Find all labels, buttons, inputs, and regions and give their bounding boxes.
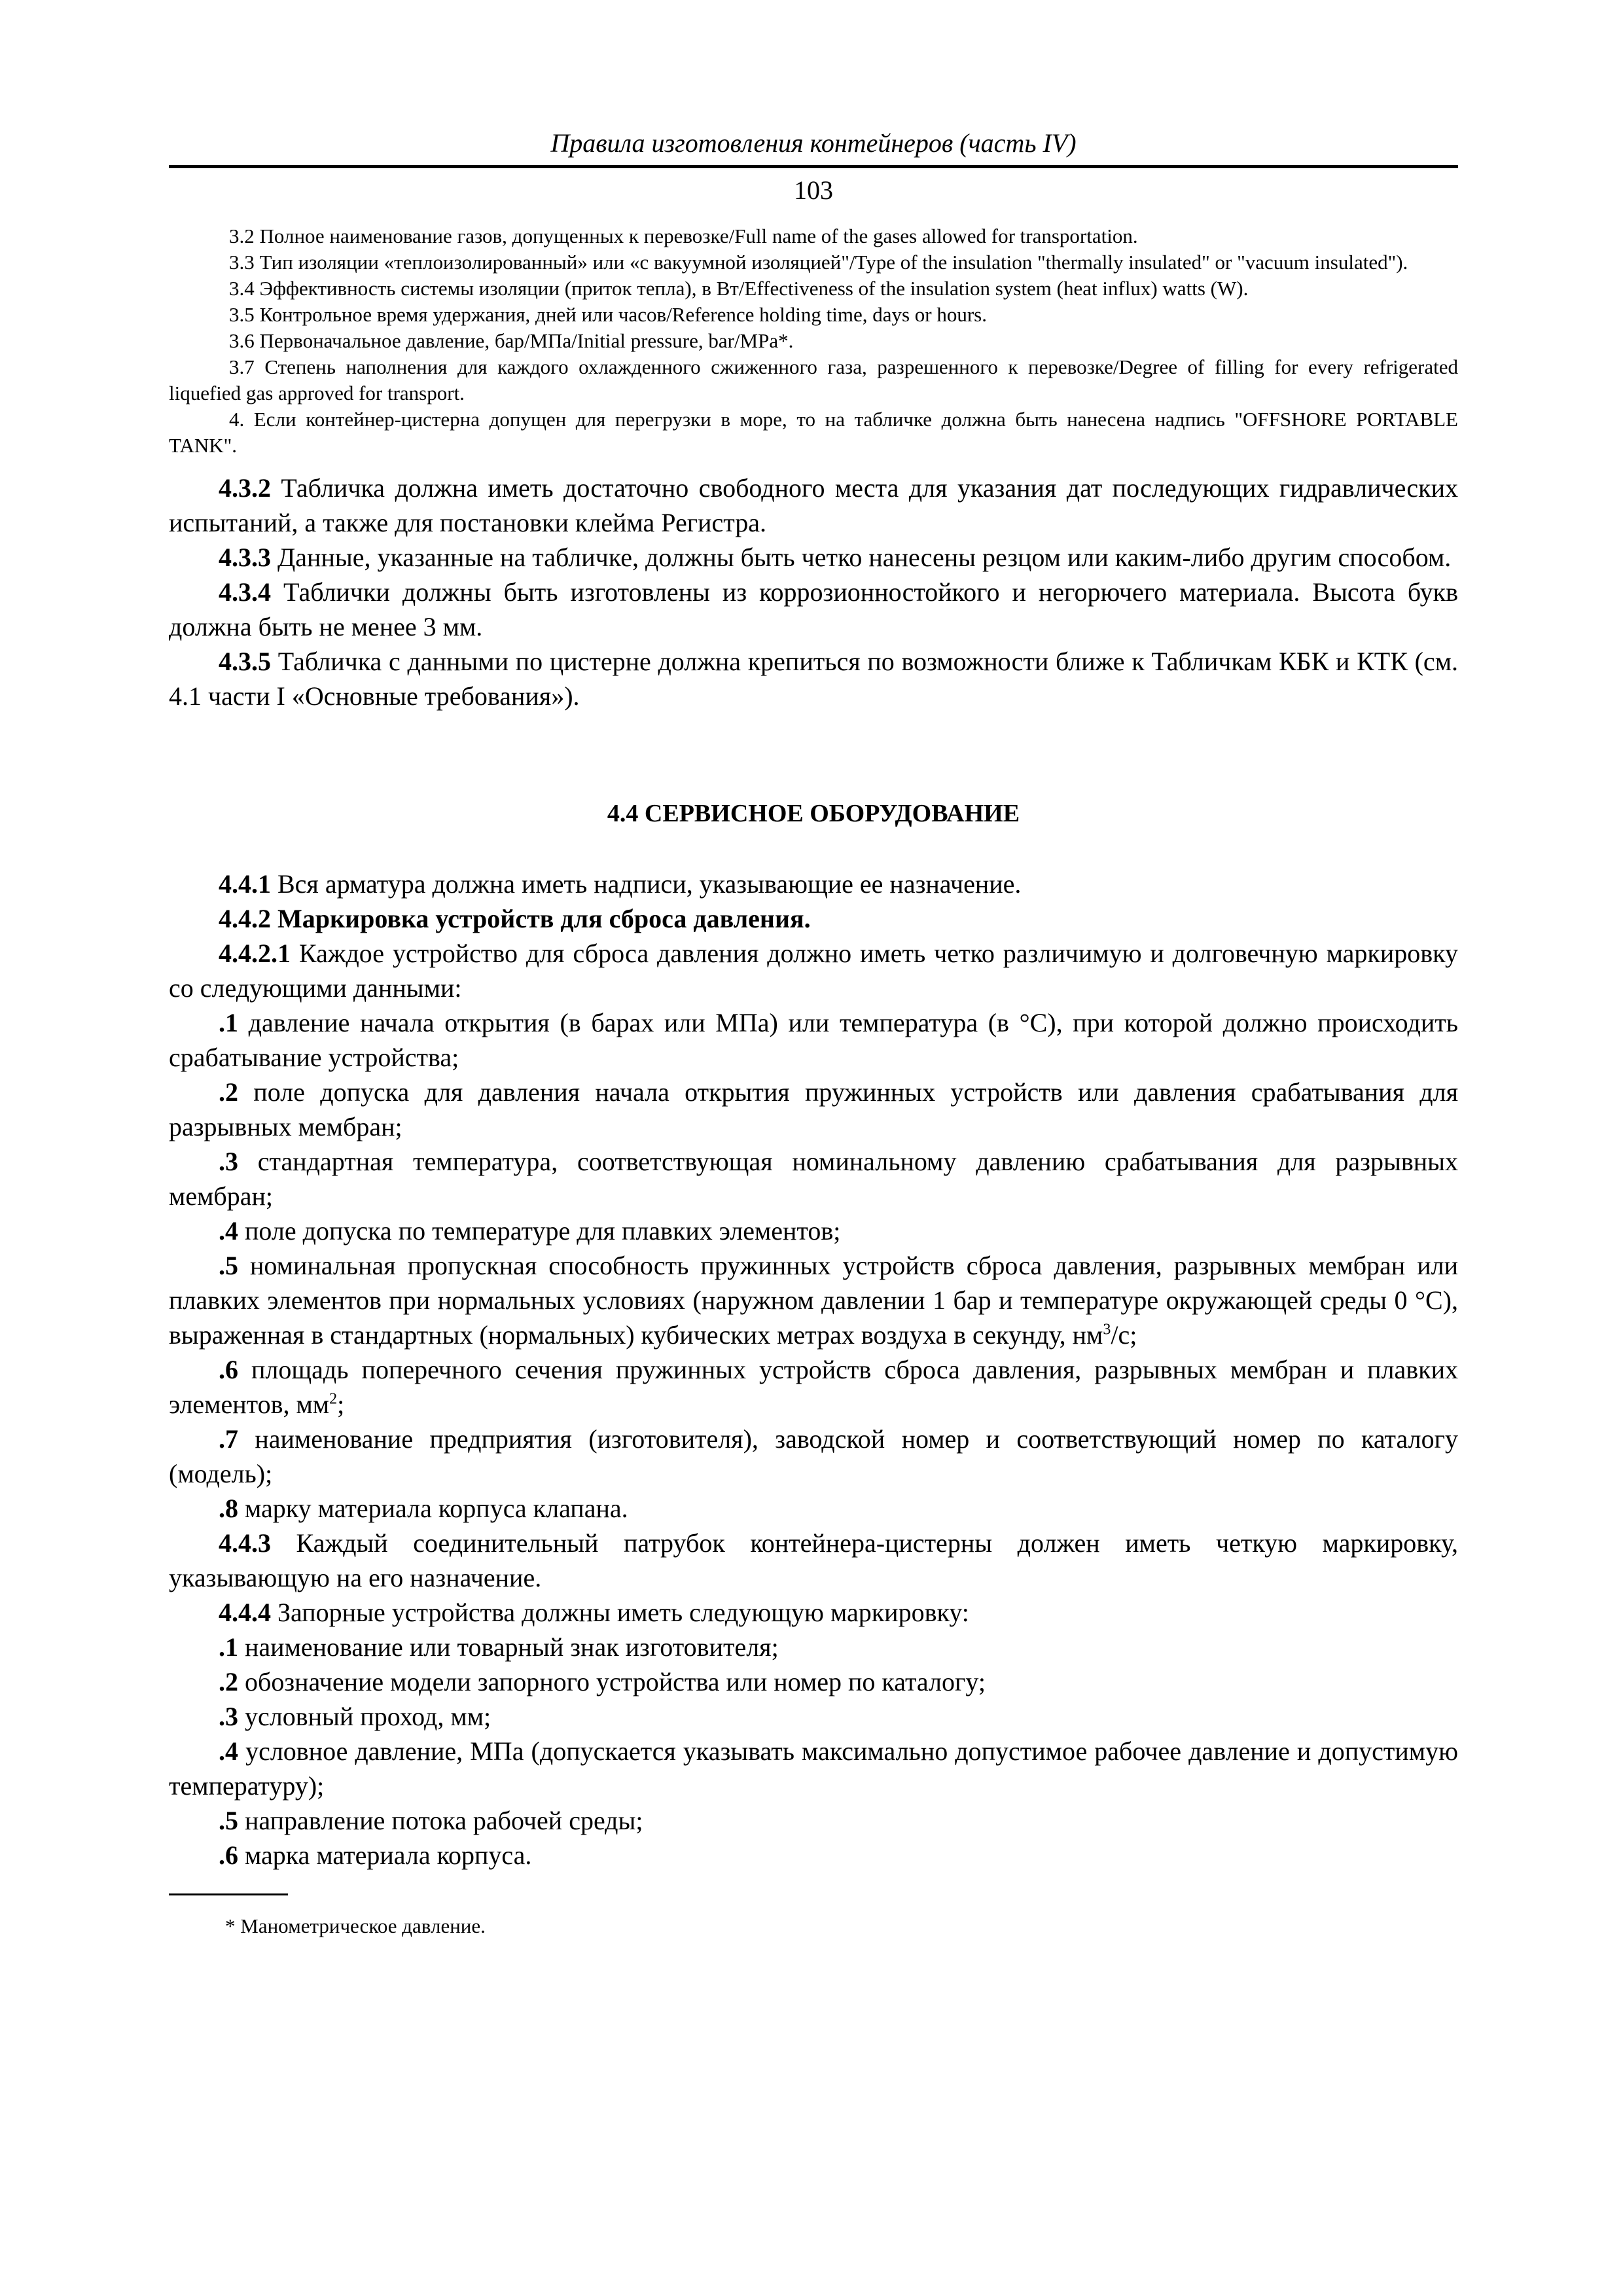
list-item: .2 обозначение модели запорного устройства или номер по каталогу; [219, 1667, 986, 1696]
list-item: .3 условный проход, мм; [219, 1702, 491, 1731]
list-item: .4 условное давление, МПа (допускается указывать максимально допустимое рабочее давление и допустимую температуру); [169, 1736, 1458, 1801]
list-item: 3.6 Первоначальное давление, бар/МПа/Initial pressure, bar/MPa*. [229, 329, 794, 352]
paragraph-4-3-4: 4.3.4 Таблички должны быть изготовлены из коррозионностойкого и негорючего материала. Высота букв должна быть не менее 3 мм. [169, 577, 1458, 641]
running-title: Правила изготовления контейнеров (часть IV) [550, 128, 1077, 158]
paragraph-4-4-1: 4.4.1 Вся арматура должна иметь надписи, указывающие ее назначение. [219, 869, 1022, 899]
paragraph-4-4-3: 4.4.3 Каждый соединительный патрубок контейнера-цистерны должен иметь четкую маркировку, указывающую на его назначение. [169, 1528, 1458, 1592]
clause-number: 4.3.5 [219, 647, 271, 676]
list-item: 3.5 Контрольное время удержания, дней или часов/Reference holding time, days or hours. [229, 303, 987, 326]
footnote-rule [169, 1893, 288, 1895]
list-item: .7 наименование предприятия (изготовителя), заводской номер и соответствующий номер по каталогу (модель); [169, 1424, 1458, 1488]
plate-data-list [169, 223, 1458, 459]
section-title-4-4: 4.4 СЕРВИСНОЕ ОБОРУДОВАНИЕ [607, 800, 1020, 827]
paragraph-4-4-2: 4.4.2 Маркировка устройств для сброса давления. [219, 904, 811, 933]
list-item: 3.3 Тип изоляции «теплоизолированный» или «с вакуумной изоляцией"/Type of the insulation "thermally insulated" or "vacuum insulated"). [229, 251, 1408, 274]
list-item: 3.4 Эффективность системы изоляции (приток тепла), в Вт/Effectiveness of the insulation system (heat influx) watts (W). [229, 277, 1249, 300]
list-item: .3 стандартная температура, соответствующая номинальному давлению срабатывания для разрывных мембран; [169, 1147, 1458, 1211]
clause-number: 4.3.2 [219, 473, 271, 503]
section-4-3-body [169, 471, 1458, 713]
header-rule [169, 165, 1458, 168]
paragraph-4-3-2: 4.3.2 Табличка должна иметь достаточно свободного места для указания дат последующих гидравлических испытаний, а также для постановки клейма Регистра. [169, 473, 1458, 537]
document-page [169, 124, 1458, 1940]
page-number: 103 [794, 175, 833, 205]
list-item: 3.7 Степень наполнения для каждого охлажденного сжиженного газа, разрешенного к перевозке/Degree of filling for every refrigerated liquefied gas approved for transport. [169, 355, 1458, 404]
paragraph-4-3-3: 4.3.3 Данные, указанные на табличке, должны быть четко нанесены резцом или каким-либо другим способом. [219, 543, 1452, 572]
list-item: .5 направление потока рабочей среды; [219, 1806, 643, 1835]
list-item: .2 поле допуска для давления начала открытия пружинных устройств или давления срабатывания для разрывных мембран; [169, 1077, 1458, 1141]
paragraph-4-4-2-1: 4.4.2.1 Каждое устройство для сброса давления должно иметь четко различимую и долговечную маркировку со следующими данными: [169, 939, 1458, 1003]
clause-number: 4.3.4 [219, 577, 271, 607]
list-item: .4 поле допуска по температуре для плавких элементов; [219, 1216, 841, 1246]
list-item: .6 марка материала корпуса. [219, 1840, 532, 1870]
paragraph-4-4-4: 4.4.4 Запорные устройства должны иметь следующую маркировку: [219, 1598, 969, 1627]
list-item: 3.2 Полное наименование газов, допущенных к перевозке/Full name of the gases allowed for transportation. [229, 224, 1138, 247]
paragraph-4-3-5: 4.3.5 Табличка с данными по цистерне должна крепиться по возможности ближе к Табличкам КБК и КТК (см. 4.1 части I «Основные требования»). [169, 647, 1458, 711]
list-item: .5 номинальная пропускная способность пружинных устройств сброса давления, разрывных мембран или плавких элементов при нормальных условиях (наружном давлении 1 бар и температуре окружающей среды 0 °С), выраженная в стандартных (нормальных) кубических метрах воздуха в секунду, $нм^3/с$; [169, 1251, 1458, 1350]
list-item: .1 давление начала открытия (в барах или МПа) или температура (в °С), при которой должно происходить срабатывание устройства; [169, 1008, 1458, 1072]
section-4-4-body [169, 867, 1458, 1873]
list-item: .1 наименование или товарный знак изготовителя; [219, 1632, 779, 1662]
clause-number: 4.3.3 [219, 543, 271, 572]
list-item: .6 площадь поперечного сечения пружинных устройств сброса давления, разрывных мембран и плавких элементов, $мм^2$; [169, 1355, 1458, 1419]
list-item: 4. Если контейнер-цистерна допущен для перегрузки в море, то на табличке должна быть нанесена надпись "OFFSHORE PORTABLE TANK". [169, 408, 1458, 457]
footnote: * Манометрическое давление. [225, 1914, 486, 1937]
list-item: .8 марку материала корпуса клапана. [219, 1494, 628, 1523]
